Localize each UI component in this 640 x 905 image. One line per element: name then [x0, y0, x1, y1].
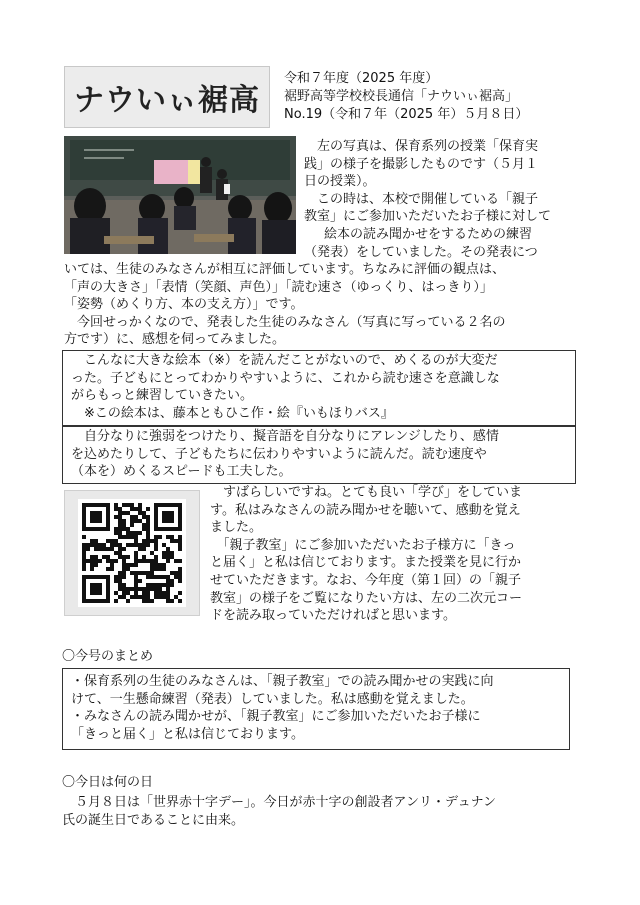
text-line: この時は、本校で開催している「親子 [304, 191, 539, 207]
text-line: ５月８日は「世界赤十字デー」。今日が赤十字の創設者アンリ・デュナン [62, 795, 496, 810]
qr-section-paragraph [210, 484, 522, 625]
text-line: がらもっと練習していきたい。 [71, 388, 254, 404]
text-line: を込めたりして、子どもたちに伝わりやすいように読んだ。読む速度や [71, 446, 487, 462]
text-line: 教室」にご参加いただいたお子様に対して [304, 209, 552, 225]
summary-box [62, 668, 570, 750]
text-line: と届く」と私は信じております。また授業を見に行か [210, 555, 521, 571]
text-line: 「きっと届く」と私は信じております。 [71, 726, 304, 742]
text-line: せていただきます。なお、今年度（第１回）の「親子 [210, 572, 521, 588]
text-line: （本を）めくるスピードも工夫した。 [71, 464, 292, 480]
header-issue-date: No.19（令和７年（2025 年）５月８日） [284, 107, 529, 122]
today-paragraph [62, 794, 496, 829]
text-line: 自分なりに強弱をつけたり、擬音語を自分なりにアレンジしたり、感情 [71, 429, 499, 444]
text-line: った。子どもにとってわかりやすいように、これから読む速さを意識しな [71, 370, 500, 386]
text-line: ※この絵本は、藤本ともひこ作・絵『いもほりバス』 [71, 405, 394, 421]
intro-paragraph-full [64, 261, 505, 349]
text-line: 「声の大きさ」「表情（笑顔、声色）」「読む速さ（ゆっくり、はっきり）」 [64, 279, 493, 295]
student-comment-box-1 [62, 350, 576, 426]
qr-code[interactable] [64, 490, 200, 616]
today-heading: 〇今日は何の日 [62, 775, 154, 790]
newsletter-title: ナウいぃ裾高 [74, 83, 260, 118]
student-comment-box-2 [62, 426, 576, 484]
header-year: 令和７年度（2025 年度） [284, 71, 439, 86]
text-line: 氏の誕生日であることに由来。 [62, 812, 245, 828]
text-line: けて、一生懸命練習（発表）していました。私は感動を覚えました。 [71, 691, 474, 707]
text-line: 絵本の読み聞かせをするための練習 [324, 226, 533, 242]
text-line: すばらしいですね。とても良い「学び」をしていま [210, 485, 523, 500]
text-line: （発表）をしていました。その発表につ [304, 244, 538, 260]
text-line: ドを読み取っていただければと思います。 [210, 608, 456, 624]
text-line: ました。 [210, 520, 263, 536]
newsletter-title-banner [64, 66, 270, 128]
text-line: 「姿勢（めくり方、本の支え方）」です。 [64, 297, 304, 313]
header-newsletter-name: 裾野高等学校校長通信「ナウいぃ裾高」 [284, 89, 519, 104]
text-line: す。私はみなさんの読み聞かせを聴いて、感動を覚え [210, 502, 521, 518]
text-line: 教室」の様子をご覧になりたい方は、左の二次元コー [210, 590, 523, 606]
text-line: 今回せっかくなので、発表した生徒のみなさん（写真に写っている２名の [64, 314, 506, 330]
text-line: 左の写真は、保育系列の授業「保育実 [304, 139, 539, 154]
summary-heading: 〇今号のまとめ [62, 649, 154, 664]
classroom-photo [64, 136, 296, 254]
text-line: 「親子教室」にご参加いただいたお子様方に「きっ [210, 537, 516, 553]
text-line: 方です）に、感想を伺ってみました。 [64, 332, 286, 348]
text-line: いては、生徒のみなさんが相互に評価しています。ちなみに評価の観点は、 [64, 262, 505, 277]
text-line: こんなに大きな絵本（※）を読んだことがないので、めくるのが大変だ [71, 353, 498, 368]
qr-code-image [65, 491, 199, 615]
text-line: ・みなさんの読み聞かせが、「親子教室」にご参加いただいたお子様に [71, 709, 481, 725]
intro-paragraph-right [304, 138, 551, 261]
text-line: ・保育系列の生徒のみなさんは、「親子教室」での読み聞かせの実践に向 [71, 674, 494, 689]
text-line: 日の授業）。 [304, 174, 376, 190]
classroom-photo-illustration [64, 136, 296, 254]
text-line: 践」の様子を撮影したものです（５月１ [304, 156, 539, 172]
